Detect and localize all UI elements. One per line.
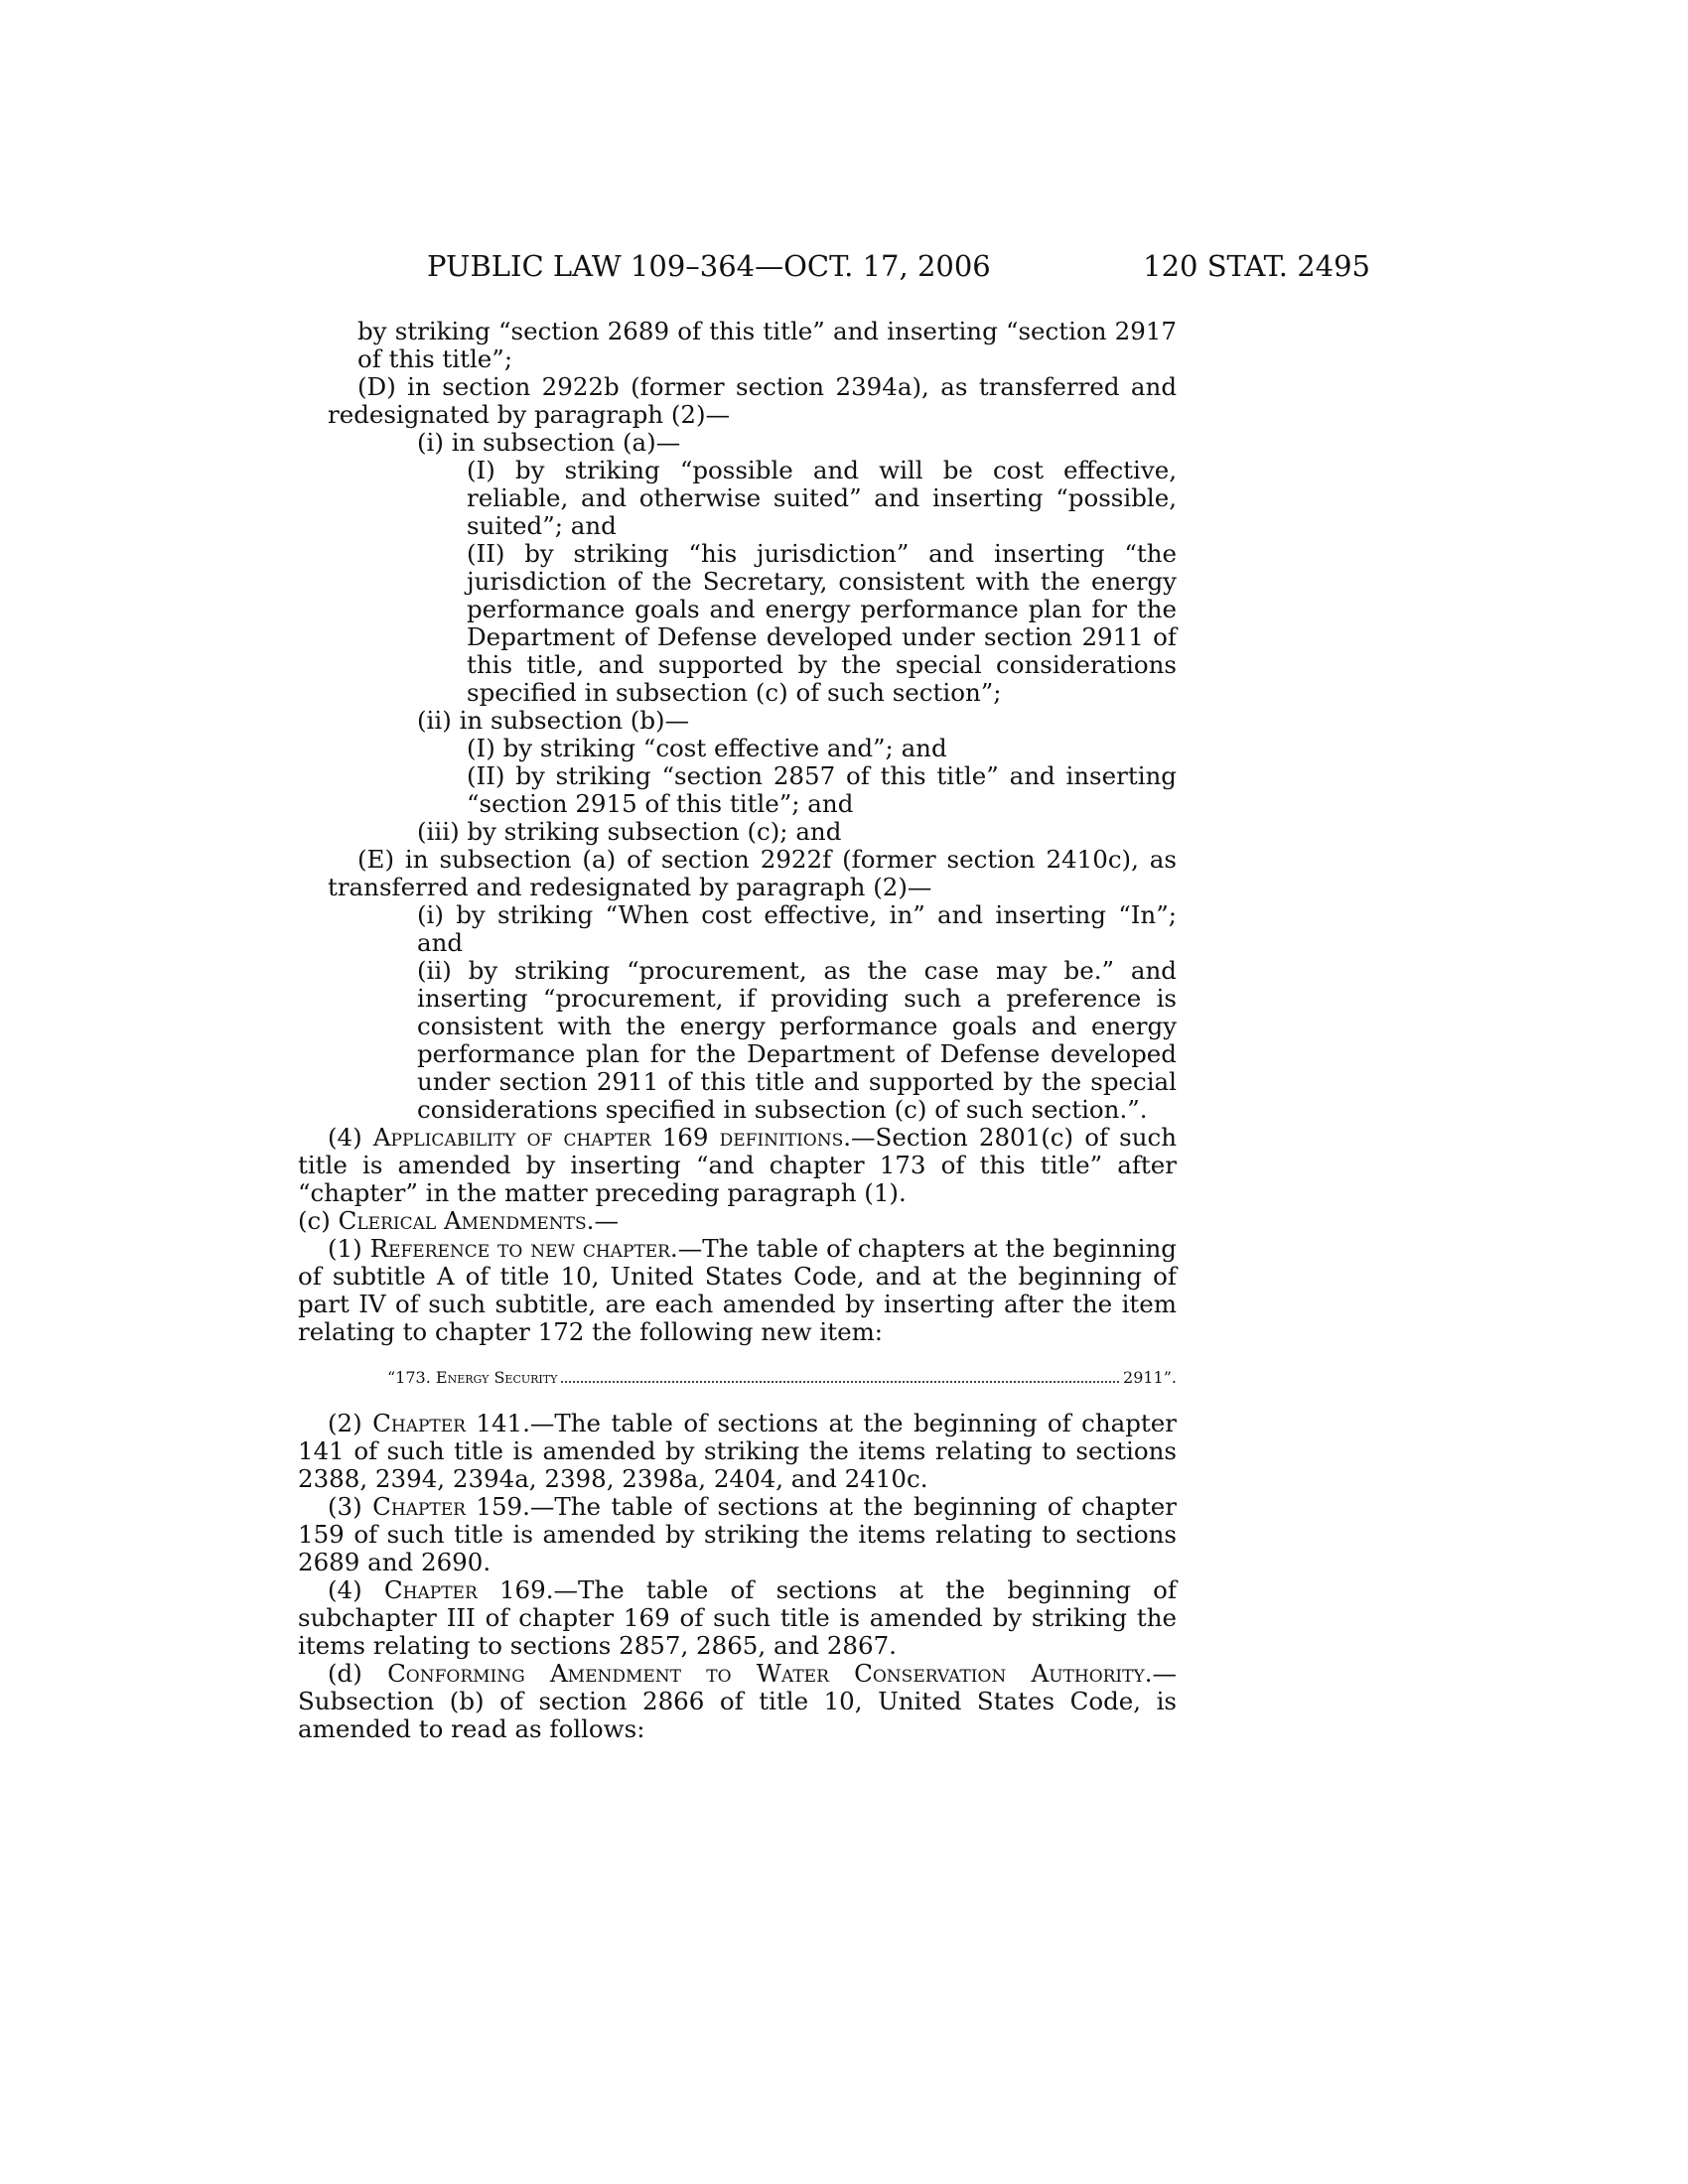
- paragraph: [357, 318, 1177, 373]
- paragraph-text: —The table of chapters at the beginning of subtitle A of title 10, United States Code, and at the beginning of part IV of such subtitle, are each amended by inserting after the item relating to chapter 172 the following new item:: [298, 1234, 1177, 1346]
- paragraph: [298, 1493, 1177, 1576]
- header-page-number: 120 STAT. 2495: [1143, 249, 1370, 283]
- paragraph-group: [298, 1410, 1177, 1743]
- paragraph-text: —: [594, 1206, 619, 1235]
- paragraph: [417, 429, 1177, 457]
- paragraph-text: (ii) in subsection (b)—: [417, 706, 690, 735]
- paragraph-text: (E) in subsection (a) of section 2922f (former section 2410c), as transferred and redesignated by paragraph (2)—: [328, 845, 1177, 901]
- paragraph-caption: Conforming Amendment to Water Conservation Authority.: [387, 1659, 1153, 1688]
- paragraph-number: (4): [328, 1123, 373, 1152]
- paragraph-text: (iii) by striking subsection (c); and: [417, 817, 842, 846]
- paragraph-number: (4): [328, 1575, 384, 1604]
- paragraph-text: —Subsection (b) of section 2866 of title 10, United States Code, is amended to read as follows:: [298, 1659, 1178, 1743]
- paragraph-text: (i) by striking “When cost effective, in” and inserting “In”; and: [417, 900, 1177, 957]
- paragraph: [298, 1576, 1177, 1660]
- paragraph-caption: Clerical Amendments.: [338, 1206, 595, 1235]
- paragraph-text: —The table of sections at the beginning of chapter 141 of such title is amended by striking the items relating to sections 2388, 2394, 2394a, 2398, 2398a, 2404, and 2410c.: [298, 1409, 1177, 1493]
- toc-item-page: 2911”.: [1123, 1368, 1177, 1387]
- paragraph-caption: Chapter 169.: [383, 1575, 554, 1604]
- paragraph: [298, 1124, 1177, 1207]
- paragraph: [467, 762, 1177, 818]
- paragraph-text: (I) by striking “possible and will be cost effective, reliable, and otherwise suited” and inserting “possible, suited”; and: [467, 456, 1177, 540]
- toc-dot-leader: [561, 1381, 1119, 1383]
- paragraph: [417, 957, 1177, 1124]
- paragraph-text: (i) in subsection (a)—: [417, 428, 681, 457]
- paragraph-number: (1): [328, 1234, 370, 1263]
- paragraph-number: (c): [298, 1206, 339, 1235]
- paragraph-number: (d): [328, 1659, 388, 1688]
- paragraph-group: [298, 318, 1177, 1346]
- paragraph-caption: Chapter 141.: [372, 1409, 530, 1437]
- header-public-law: PUBLIC LAW 109–364—OCT. 17, 2006: [427, 249, 991, 283]
- paragraph-text: (I) by striking “cost effective and”; and: [467, 734, 947, 762]
- table-of-chapters-item: [387, 1366, 1177, 1390]
- paragraph-caption: Reference to new chapter.: [369, 1234, 678, 1263]
- paragraph: [467, 735, 1177, 762]
- paragraph-text: (II) by striking “section 2857 of this title” and inserting “section 2915 of this title”; and: [467, 761, 1177, 818]
- document-body: [298, 318, 1177, 1743]
- paragraph: [328, 373, 1177, 429]
- paragraph: [298, 1207, 1177, 1235]
- paragraph-text: (II) by striking “his jurisdiction” and inserting “the jurisdiction of the Secretary, consistent with the energy performance goals and energy performance plan for the Department of Defense developed under section 2911 of this title, and supported by the special considerations specified in subsection (c) of such section”;: [467, 539, 1177, 707]
- paragraph: [328, 846, 1177, 901]
- paragraph: [467, 457, 1177, 540]
- paragraph: [298, 1660, 1177, 1743]
- paragraph: [467, 540, 1177, 707]
- paragraph-text: —The table of sections at the beginning of chapter 159 of such title is amended by striking the items relating to sections 2689 and 2690.: [298, 1492, 1177, 1576]
- paragraph-text: by striking “section 2689 of this title” and inserting “section 2917 of this title”;: [357, 317, 1177, 373]
- running-header: [427, 246, 1370, 286]
- paragraph-number: (3): [328, 1492, 373, 1521]
- paragraph: [298, 1235, 1177, 1346]
- toc-item-label: “173. Energy Security: [387, 1368, 558, 1387]
- paragraph: [298, 1410, 1177, 1493]
- paragraph-text: (D) in section 2922b (former section 2394a), as transferred and redesignated by paragraph (2)—: [328, 372, 1177, 429]
- paragraph-caption: Applicability of chapter 169 definitions.: [372, 1123, 852, 1152]
- paragraph: [417, 901, 1177, 957]
- paragraph-caption: Chapter 159.: [372, 1492, 530, 1521]
- paragraph: [417, 707, 1177, 735]
- paragraph: [417, 818, 1177, 846]
- paragraph-text: (ii) by striking “procurement, as the case may be.” and inserting “procurement, if providing such a preference is consistent with the energy performance goals and energy performance plan for the Department of Defense developed under section 2911 of this title and supported by the special considerations specified in subsection (c) of such section.”.: [417, 956, 1177, 1124]
- paragraph-text: —Section 2801(c) of such title is amended by inserting “and chapter 173 of this title” after “chapter” in the matter preceding paragraph (1).: [298, 1123, 1177, 1207]
- paragraph-text: —The table of sections at the beginning of subchapter III of chapter 169 of such title is amended by striking the items relating to sections 2857, 2865, and 2867.: [298, 1575, 1177, 1660]
- paragraph-number: (2): [328, 1409, 373, 1437]
